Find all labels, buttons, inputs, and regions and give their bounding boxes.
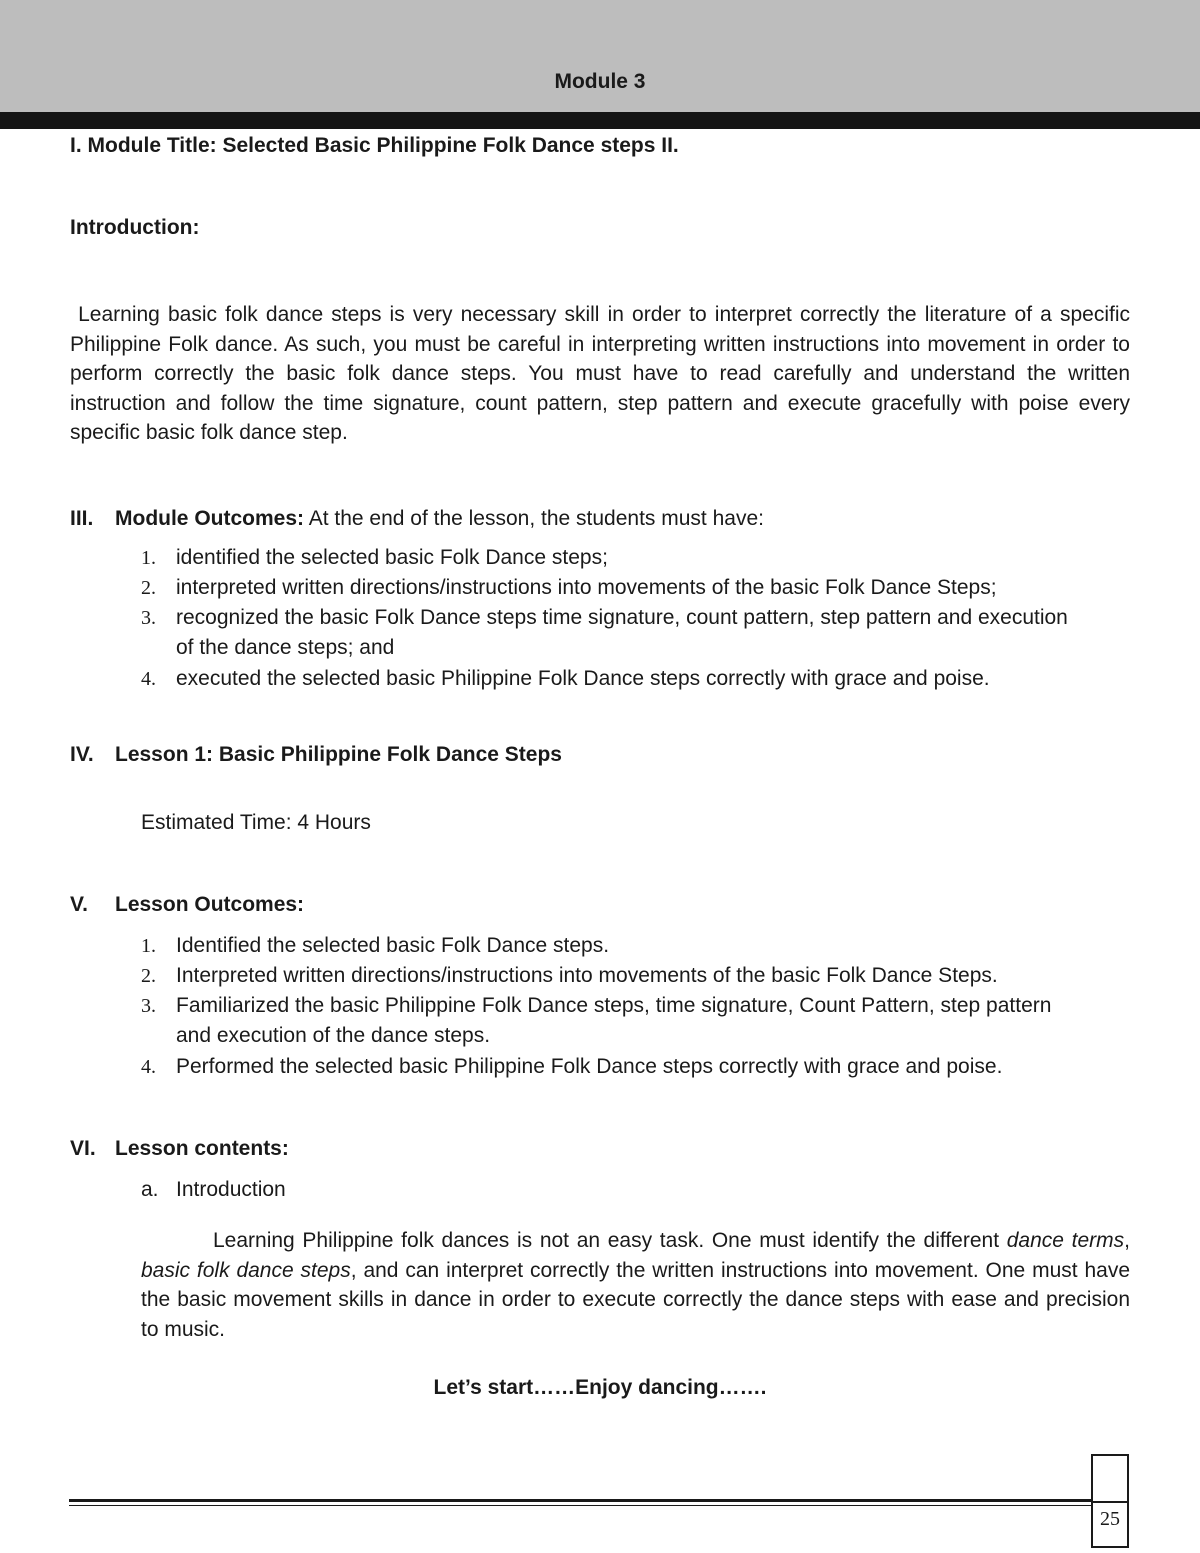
footer-rule <box>69 1499 1093 1502</box>
list-item-number: 4. <box>141 1056 156 1078</box>
subsection-label: Introduction <box>176 1178 286 1201</box>
paragraph-text: Learning Philippine folk dances is not an easy task. One must identify the different <box>213 1229 1007 1252</box>
subsection-letter: a. <box>141 1178 159 1201</box>
module-outcomes-heading <box>115 507 764 531</box>
lesson-number: IV. <box>70 743 94 766</box>
module-title: I. Module Title: Selected Basic Philippine Folk Dance steps II. <box>70 134 679 157</box>
list-item: Familiarized the basic Philippine Folk Dance steps, time signature, Count Pattern, step pattern and execution of the dance steps. <box>176 994 1052 1047</box>
page-number: 25 <box>1100 1508 1120 1530</box>
module-header-title: Module 3 <box>554 70 646 93</box>
list-item-number: 3. <box>141 995 156 1017</box>
list-item-number: 1. <box>141 935 156 957</box>
term-basic-folk-dance-steps: basic folk dance steps <box>141 1258 351 1282</box>
list-item: Interpreted written directions/instructions into movements of the basic Folk Dance Steps. <box>176 964 998 987</box>
paragraph-text: , and can interpret correctly the written instructions into movement. One must have the basic movement skills in dance in order to execute correctly the dance steps with ease and precision to music. <box>141 1258 1130 1341</box>
list-item-number: 3. <box>141 607 156 629</box>
lesson-title: Lesson 1: Basic Philippine Folk Dance Steps <box>115 743 562 766</box>
lesson-contents-paragraph <box>141 1226 1130 1344</box>
list-item: executed the selected basic Philippine Folk Dance steps correctly with grace and poise. <box>176 667 990 690</box>
footer-rule-thin <box>69 1505 1093 1506</box>
list-item: Performed the selected basic Philippine Folk Dance steps correctly with grace and poise. <box>176 1055 1003 1078</box>
list-item: recognized the basic Folk Dance steps time signature, count pattern, step pattern and execution of the dance steps; and <box>176 606 1068 659</box>
list-item: identified the selected basic Folk Dance steps; <box>176 546 608 569</box>
page-box-divider <box>1093 1501 1127 1503</box>
estimated-time: Estimated Time: 4 Hours <box>141 811 371 834</box>
module-outcomes-number: III. <box>70 507 94 530</box>
introduction-paragraph: Learning basic folk dance steps is very necessary skill in order to interpret correctly the literature of a specific Philippine Folk dance. As such, you must be careful in interpreting written instructions into movement in order to perform correctly the basic folk dance steps. You must have to read carefully and understand the written instruction and follow the time signature, count pattern, step pattern and execute gracefully with poise every specific basic folk dance step. <box>70 303 1136 445</box>
list-item-number: 1. <box>141 547 156 569</box>
lesson-outcomes-label: Lesson Outcomes: <box>115 893 305 916</box>
list-item-number: 2. <box>141 577 156 599</box>
header-rule <box>0 112 1200 129</box>
module-outcomes-lead: At the end of the lesson, the students must have: <box>304 507 764 530</box>
closing-line: Let’s start……Enjoy dancing……. <box>433 1376 767 1399</box>
list-item: interpreted written directions/instructions into movements of the basic Folk Dance Steps; <box>176 576 997 599</box>
header-band <box>0 0 1200 112</box>
paragraph-text: , <box>1124 1229 1130 1252</box>
list-item: Identified the selected basic Folk Dance steps. <box>176 934 610 957</box>
list-item-number: 2. <box>141 965 156 987</box>
list-item-number: 4. <box>141 668 156 690</box>
lesson-outcomes-number: V. <box>70 893 88 916</box>
module-outcomes-label: Module Outcomes: <box>115 507 305 530</box>
lesson-contents-label: Lesson contents: <box>115 1137 289 1160</box>
page-number-box <box>1091 1454 1129 1548</box>
lesson-contents-number: VI. <box>70 1137 96 1160</box>
introduction-heading: Introduction: <box>70 216 200 239</box>
term-dance-terms: dance terms <box>1006 1229 1125 1252</box>
